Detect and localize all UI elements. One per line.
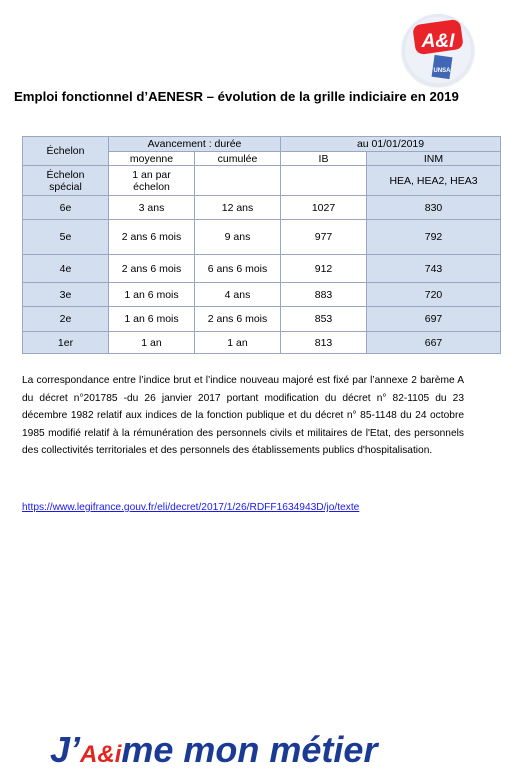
- legal-paragraph: La correspondance entre l’indice brut et l’indice nouveau majoré est fixé par l’annexe 2 barème A du décret n°201785 -du 26 janvier 2017 portant modification du décret n° 82-1105 du 23 décembre 1982 relatif aux indices de la fonction publique et du décret n° 85-1148 du 24 octobre 1985 modifié relatif à la rémunération des personnels civils et militaires de l'Etat, des personnels des collectivités territoriales et des personnels des établissements publics d'hospitalisation.: [22, 375, 464, 457]
- cumulee-cell: 6 ans 6 mois: [195, 255, 281, 283]
- moyenne-cell: 1 an par échelon: [109, 166, 195, 196]
- table-row: [23, 220, 501, 255]
- echelon-cell: 5e: [23, 220, 109, 255]
- moyenne-cell: 2 ans 6 mois: [109, 255, 195, 283]
- moyenne-cell: 1 an 6 mois: [109, 307, 195, 332]
- aei-unsa-logo: [402, 14, 474, 86]
- cumulee-cell: 2 ans 6 mois: [195, 307, 281, 332]
- ib-cell: 853: [281, 307, 367, 332]
- echelon-cell: 2e: [23, 307, 109, 332]
- inm-cell: HEA, HEA2, HEA3: [367, 166, 501, 196]
- moyenne-cell: 1 an 6 mois: [109, 283, 195, 307]
- avancement-header: Avancement : durée: [109, 137, 281, 152]
- echelon-cell: 3e: [23, 283, 109, 307]
- moyenne-header: moyenne: [109, 152, 195, 166]
- echelon-cell: Échelon spécial: [23, 166, 109, 196]
- svg-text:J’A&ime mon métier: [50, 729, 379, 770]
- slogan-brand: A&i: [80, 741, 122, 768]
- cumulee-cell: 12 ans: [195, 196, 281, 220]
- ib-cell: [281, 166, 367, 196]
- echelon-cell: 1er: [23, 332, 109, 354]
- moyenne-cell: 1 an: [109, 332, 195, 354]
- logo-sub: UNSA: [433, 68, 451, 74]
- logo-text: A&I: [421, 31, 455, 52]
- logo-graphic: [402, 14, 474, 86]
- cumulee-cell: 4 ans: [195, 283, 281, 307]
- inm-cell: 830: [367, 196, 501, 220]
- ib-cell: 883: [281, 283, 367, 307]
- slogan-part2: me mon métier: [121, 729, 378, 770]
- header-row-1: [23, 137, 501, 152]
- cumulee-cell: 9 ans: [195, 220, 281, 255]
- slogan-graphic: [50, 724, 480, 772]
- salary-grid-table: [22, 136, 501, 354]
- slogan-banner: [50, 724, 480, 772]
- table-row: [23, 307, 501, 332]
- ib-cell: 1027: [281, 196, 367, 220]
- table-row: [23, 196, 501, 220]
- moyenne-cell: 3 ans: [109, 196, 195, 220]
- echelon-cell: 6e: [23, 196, 109, 220]
- inm-cell: 720: [367, 283, 501, 307]
- slogan-part1: J’: [50, 729, 81, 770]
- moyenne-cell: 2 ans 6 mois: [109, 220, 195, 255]
- table-row: [23, 255, 501, 283]
- ib-cell: 977: [281, 220, 367, 255]
- cumulee-header: cumulée: [195, 152, 281, 166]
- special-row: [23, 166, 501, 196]
- legifrance-link[interactable]: https://www.legifrance.gouv.fr/eli/decret/2017/1/26/RDFF1634943D/jo/texte: [22, 502, 360, 513]
- inm-cell: 697: [367, 307, 501, 332]
- echelon-header: Échelon: [23, 137, 109, 166]
- cumulee-cell: 1 an: [195, 332, 281, 354]
- inm-cell: 743: [367, 255, 501, 283]
- ib-cell: 912: [281, 255, 367, 283]
- inm-cell: 792: [367, 220, 501, 255]
- table-row: [23, 332, 501, 354]
- inm-cell: 667: [367, 332, 501, 354]
- table-row: [23, 283, 501, 307]
- ib-cell: 813: [281, 332, 367, 354]
- cumulee-cell: [195, 166, 281, 196]
- echelon-cell: 4e: [23, 255, 109, 283]
- page-title: Emploi fonctionnel d’AENESR – évolution de la grille indiciaire en 2019: [14, 89, 459, 104]
- ib-header: IB: [281, 152, 367, 166]
- date-header: au 01/01/2019: [281, 137, 501, 152]
- inm-header: INM: [367, 152, 501, 166]
